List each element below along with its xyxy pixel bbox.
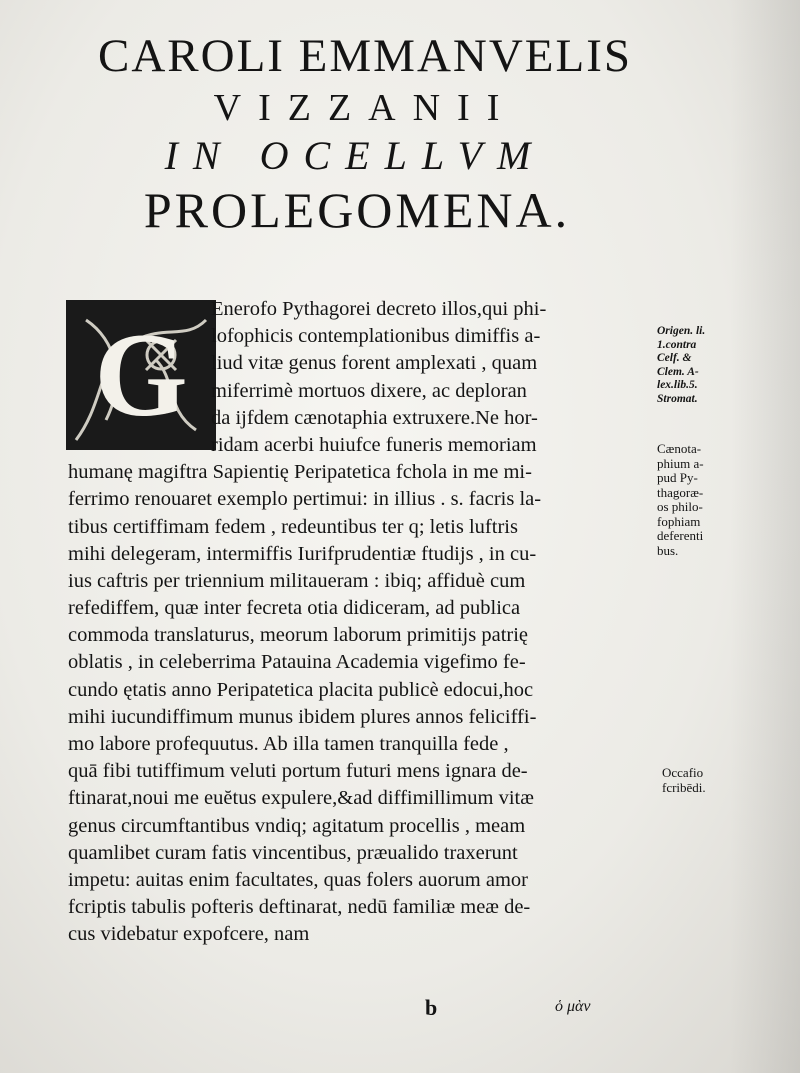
margin-note-caenotaphium: [657, 442, 704, 558]
text-line: commoda translaturus, meorum laborum primitijs patrię: [68, 624, 529, 647]
page-shadow: [730, 0, 800, 1073]
margin-line: bus.: [657, 542, 679, 558]
title-block: [0, 28, 720, 240]
margin-line: Origen. li.: [657, 325, 706, 337]
initial-letter: G: [94, 308, 188, 441]
text-line: miferrimè mortuos dixere, ac deploran: [211, 379, 527, 402]
signature-mark: b: [425, 995, 438, 1020]
text-line: cus videbatur expofcere, nam: [68, 923, 310, 946]
margin-line: fophiam: [657, 513, 701, 529]
margin-note-origen: [657, 325, 705, 406]
text-line: mo labore profequutus. Ab illa tamen tranquilla fede ,: [68, 733, 509, 755]
margin-line: os philo-: [657, 499, 703, 514]
margin-line: phium a-: [657, 455, 704, 471]
margin-line: Occafio: [662, 765, 704, 780]
text-line: mihi delegeram, intermiffis Iurifprudentiæ ftudijs , in cu-: [68, 542, 537, 565]
text-line: ridam acerbi huiufce funeris memoriam: [211, 433, 537, 456]
text-line: humanę magiftra Sapientię Peripatetica fchola in me mi-: [68, 461, 532, 484]
title-line-4: PROLEGOMENA.: [143, 182, 571, 238]
text-line: cundo ętatis anno Peripatetica placita publicè edocui,hoc: [68, 678, 534, 701]
margin-line: pud Py-: [657, 470, 698, 485]
margin-line: Clem. A-: [657, 365, 699, 378]
text-line: refediffem, quæ inter fecreta otia didiceram, ad publica: [68, 597, 521, 620]
text-line: genus circumftantibus vndiq; agitatum procellis , meam: [68, 814, 526, 837]
text-line: oblatis , in celeberrima Patauina Academia vigefimo fe-: [68, 651, 526, 674]
title-line-3: IN OCELLVM: [164, 133, 546, 178]
text-line: ftinarat,noui me euĕtus expulere,&ad diffimillimum vitæ: [68, 787, 534, 810]
margin-line: Celf. &: [657, 352, 692, 364]
margin-line: Stromat.: [657, 392, 698, 405]
text-line: Enerofo Pythagorei decreto illos,qui phi-: [211, 298, 547, 320]
text-line: impetu: auitas enim facultates, quas folers auorum amor: [68, 868, 528, 891]
margin-line: thagoræ-: [657, 484, 704, 500]
text-line: da ijfdem cænotaphia extruxere.Ne hor-: [211, 406, 538, 429]
title-line-2: VIZZANII: [213, 87, 517, 129]
margin-line: deferenti: [657, 528, 704, 543]
title-line-1: CAROLI EMMANVELIS: [97, 30, 633, 82]
text-line: ferrimo renouaret exemplo pertimui: in illius . s. facris la-: [68, 488, 542, 511]
text-line: liud vitæ genus forent amplexati , quam: [211, 352, 538, 375]
text-line: tibus certiffimam fedem , redeuntibus ter q; letis luftris: [68, 515, 518, 538]
text-line: mihi iucundiffimum munus ibidem plures annos feliciffi-: [68, 705, 537, 728]
margin-line: 1.contra: [657, 338, 697, 351]
catchword: ὁ μὰν: [555, 998, 591, 1015]
margin-line: lex.lib.5.: [657, 379, 698, 391]
text-line: quā fibi tutiffimum veluti portum futuri mens ignara de-: [68, 760, 528, 783]
text-line: ius caftris per triennium militaueram : ibiq; affiduè cum: [68, 569, 526, 592]
margin-note-occasio: [662, 766, 706, 795]
text-line: quamlibet curam fatis vincentibus, præualido traxerunt: [68, 841, 518, 864]
margin-line: Cænota-: [657, 441, 702, 456]
text-line: fcriptis tabulis pofteris deftinarat, nedū familiæ meæ de-: [68, 896, 531, 919]
margin-line: fcribēdi.: [662, 779, 706, 795]
text-line: lofophicis contemplationibus dimiffis a-: [211, 325, 541, 348]
